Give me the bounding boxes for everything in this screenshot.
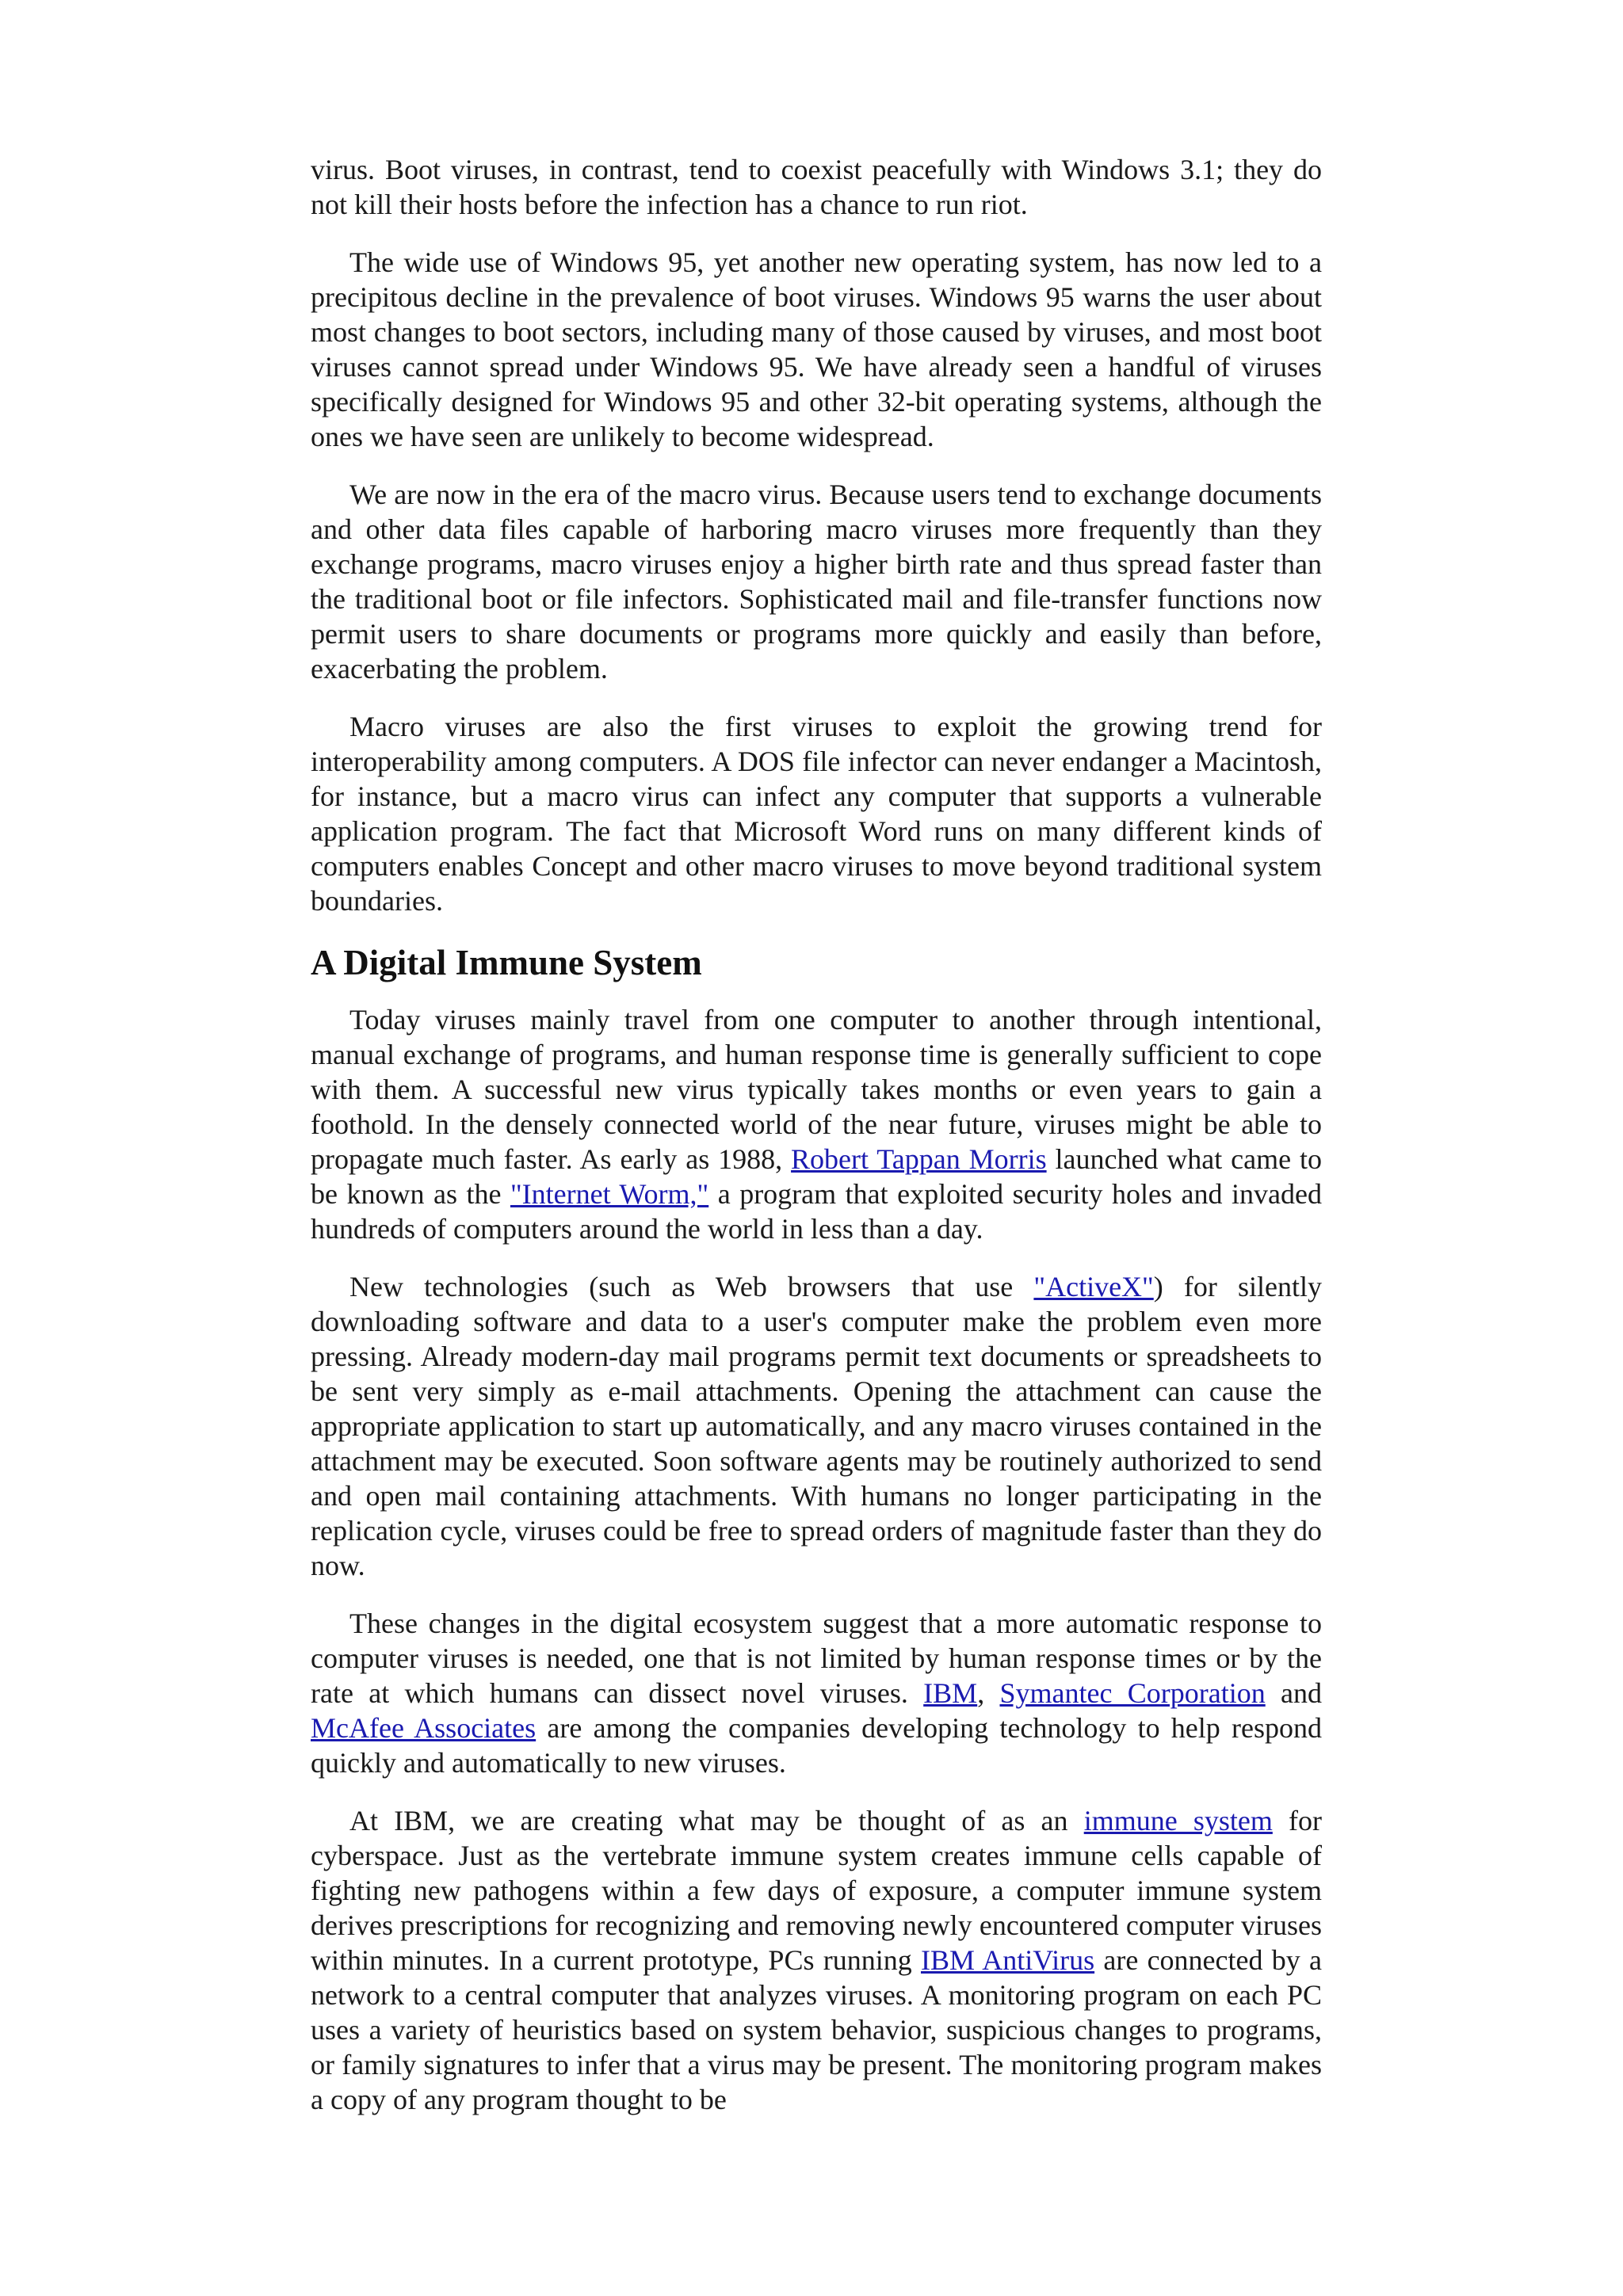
text-span: a program that exploited security holes and invaded hundreds of computers around the world in less than a day.	[311, 1178, 1322, 1245]
text-span: and	[1265, 1677, 1322, 1709]
paragraph-virus-travel	[311, 1002, 1322, 1246]
section-heading: A Digital Immune System	[311, 943, 702, 982]
link-internet-worm[interactable]: "Internet Worm,"	[510, 1178, 709, 1210]
link-ibm[interactable]: IBM	[923, 1677, 978, 1709]
paragraph-macro-virus-era: We are now in the era of the macro virus. Because users tend to exchange documents and other data files capable of harboring macro viruses more frequently than they exchange programs, macro viruses enjoy a higher birth rate and thus spread faster than the traditional boot or file infectors. Sophisticated mail and file-transfer functions now permit users to share documents or programs more quickly and easily than before, exacerbating the problem.	[311, 479, 1322, 685]
paragraph-digital-ecosystem	[311, 1606, 1322, 1780]
text-span: launched what came to be known as the	[311, 1143, 1323, 1210]
text-span: New technologies (such as Web browsers that use	[349, 1271, 1034, 1302]
paragraph-boot-viruses-windows-31: virus. Boot viruses, in contrast, tend to coexist peacefully with Windows 3.1; they do not kill their hosts before the infection has a chance to run riot.	[311, 154, 1322, 220]
link-symantec-corporation[interactable]: Symantec Corporation	[999, 1677, 1266, 1709]
link-ibm-antivirus[interactable]: IBM AntiVirus	[920, 1944, 1095, 1976]
link-immune-system[interactable]: immune system	[1083, 1805, 1273, 1836]
text-span: are among the companies developing technology to help respond quickly and automatically to new viruses.	[311, 1712, 1322, 1779]
link-activex[interactable]: "ActiveX"	[1033, 1271, 1154, 1302]
text-span: Today viruses mainly travel from one computer to another through intentional, manual exchange of programs, and human response time is generally sufficient to cope with them. A successful new virus typically takes months or even years to gain a foothold. In the densely connected world of the near future, viruses might be able to propagate much faster. As early as 1988,	[311, 1004, 1322, 1175]
text-span: At IBM, we are creating what may be thought of as an	[349, 1805, 1084, 1836]
text-span: These changes in the digital ecosystem suggest that a more automatic response to computer viruses is needed, one that is not limited by human response times or by the rate at which humans can dissect novel viruses.	[311, 1608, 1322, 1709]
text-span: for cyberspace. Just as the vertebrate immune system creates immune cells capable of fighting new pathogens within a few days of exposure, a computer immune system derives prescriptions for recognizing and removing newly encountered computer viruses within minutes. In a current prototype, PCs running	[311, 1805, 1322, 1976]
link-robert-tappan-morris[interactable]: Robert Tappan Morris	[791, 1143, 1047, 1175]
paragraph-ibm-immune-system	[311, 1803, 1322, 2117]
text-span: ) for silently downloading software and data to a user's computer make the problem even more pressing. Already modern-day mail programs permit text documents or spreadsheets to be sent very simply as e-mail attachments. Opening the attachment can cause the appropriate application to start up automatically, and any macro viruses contained in the attachment may be executed. Soon software agents may be routinely authorized to send and open mail containing attachments. With humans no longer participating in the replication cycle, viruses could be free to spread orders of magnitude faster than they do now.	[311, 1271, 1322, 1581]
text-span: ,	[977, 1677, 1000, 1709]
paragraph-windows-95: The wide use of Windows 95, yet another new operating system, has now led to a precipitous decline in the prevalence of boot viruses. Windows 95 warns the user about most changes to boot sectors, including many of those caused by viruses, and most boot viruses cannot spread under Windows 95. We have already seen a handful of viruses specifically designed for Windows 95 and other 32-bit operating systems, although the ones we have seen are unlikely to become widespread.	[311, 246, 1322, 452]
text-span: are connected by a network to a central computer that analyzes viruses. A monitoring program on each PC uses a variety of heuristics based on system behavior, suspicious changes to programs, or family signatures to infer that a virus may be present. The monitoring program makes a copy of any program thought to be	[311, 1944, 1322, 2115]
document-page	[311, 152, 1322, 2140]
paragraph-new-technologies	[311, 1269, 1322, 1583]
paragraph-interoperability: Macro viruses are also the first viruses to exploit the growing trend for interoperability among computers. A DOS file infector can never endanger a Macintosh, for instance, but a macro virus can infect any computer that supports a vulnerable application program. The fact that Microsoft Word runs on many different kinds of computers enables Concept and other macro viruses to move beyond traditional system boundaries.	[311, 711, 1322, 917]
link-mcafee-associates[interactable]: McAfee Associates	[311, 1712, 537, 1744]
